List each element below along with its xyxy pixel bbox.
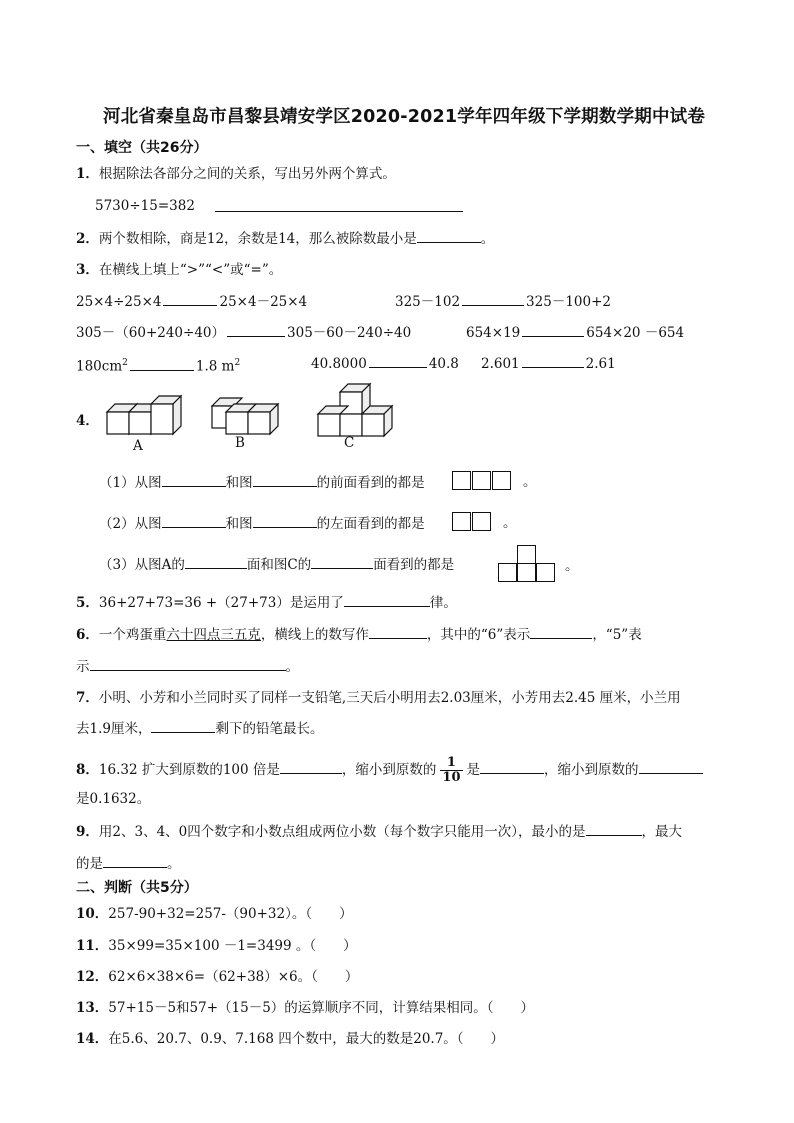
- q4-blank[interactable]: [162, 473, 226, 487]
- q9-blank[interactable]: [103, 854, 167, 868]
- page-title: 河北省秦皇岛市昌黎县靖安学区2020-2021学年四年级下学期数学期中试卷: [103, 107, 706, 127]
- question-8-line-2: 是0.1632。: [76, 791, 151, 807]
- grid-cell: [536, 563, 555, 582]
- q3-row-3-c: 2.601 2.61: [481, 356, 616, 372]
- q3-row-3-a: $180cm^2$ 1.8 $m^2$: [76, 358, 241, 375]
- q3-row-2-left: 305－（60+240÷40） 305－60－240÷40: [76, 325, 412, 341]
- question-5: 5．36+27+73=36 +（27+73）是运用了 律。: [76, 595, 457, 611]
- q3-blank[interactable]: [522, 323, 584, 337]
- question-7-line-2: 去1.9厘米， 剩下的铅笔最长。: [76, 721, 324, 737]
- q4-sub-3-end: 。: [565, 558, 579, 574]
- question-4: 4．: [76, 413, 99, 429]
- fraction-one-tenth: $\frac{1}{10}$: [442, 755, 461, 785]
- q7-answer-blank[interactable]: [151, 719, 215, 733]
- question-10: 10．257-90+32=257-（90+32）。（ ）: [76, 906, 353, 922]
- q8-blank[interactable]: [280, 760, 342, 774]
- q8-blank[interactable]: [639, 760, 703, 774]
- grid-cell: [517, 563, 536, 582]
- q2-answer-blank[interactable]: [417, 229, 481, 243]
- q4-blank[interactable]: [253, 514, 317, 528]
- grid-cell: [517, 545, 536, 564]
- q3-blank[interactable]: [227, 323, 285, 337]
- grid-cell: [472, 471, 491, 490]
- q4-blank[interactable]: [253, 473, 317, 487]
- q4-sub-1-end: 。: [523, 474, 537, 490]
- q4-sub-1: （1）从图 和图 的前面看到的都是: [99, 475, 425, 491]
- q6-blank[interactable]: [530, 625, 592, 639]
- q1-answer-blank[interactable]: [215, 198, 463, 212]
- q3-blank[interactable]: [163, 292, 217, 306]
- grid-cell: [472, 512, 491, 531]
- question-9: 9．用2、3、4、0四个数字和小数点组成两位小数（每个数字只能用一次），最小的是 ，最大: [76, 824, 683, 840]
- section-heading-fill: 一、填空（共26分）: [76, 140, 208, 156]
- grid-cell: [452, 512, 471, 531]
- grid-cell: [492, 471, 511, 490]
- q8-blank[interactable]: [480, 760, 544, 774]
- q6-blank[interactable]: [369, 625, 427, 639]
- q4-blank[interactable]: [185, 555, 247, 569]
- q4-sub-2: （2）从图 和图 的左面看到的都是: [99, 516, 425, 532]
- section-heading-judge: 二、判断（共5分）: [76, 880, 198, 896]
- q3-row-1-left: 25×4÷25×4 25×4－25×4: [76, 294, 308, 310]
- q3-blank[interactable]: [462, 292, 524, 306]
- q5-answer-blank[interactable]: [344, 593, 430, 607]
- figure-label-c: C: [344, 435, 355, 451]
- figure-label-a: A: [133, 438, 143, 454]
- q6-blank[interactable]: [90, 657, 286, 671]
- figure-a-cubes: [107, 396, 181, 434]
- question-12: 12．62×6×38×6=（62+38）×6。（ ）: [76, 969, 359, 985]
- q3-row-3-b: 40.8000 40.8: [311, 356, 459, 372]
- q4-blank[interactable]: [162, 514, 226, 528]
- q4-blank[interactable]: [311, 555, 373, 569]
- question-2: 2．两个数相除，商是12，余数是14，那么被除数最小是 。: [76, 231, 495, 247]
- q3-blank[interactable]: [130, 357, 194, 371]
- question-1: 1．根据除法各部分之间的关系，写出另外两个算式。: [76, 166, 396, 182]
- question-9-line-2: 的是 。: [76, 856, 181, 872]
- question-6: 6．一个鸡蛋重六十四点三五克，横线上的数写作 ，其中的“6”表示 ，“5”表: [76, 627, 642, 643]
- question-11: 11．35×99=35×100 －1=3499 。（ ）: [76, 938, 357, 954]
- q4-sub-3: （3）从图A的 面和图C的 面看到的都是: [99, 557, 455, 573]
- q3-row-1-right: 325－102 325－100+2: [395, 294, 611, 310]
- question-8: 8．16.32 扩大到原数的100 倍是 ，缩小到原数的 $\frac{1}{10}$ 是 ，缩小到原数的: [76, 756, 703, 785]
- cube-figures: [100, 382, 400, 454]
- q9-blank[interactable]: [586, 822, 642, 836]
- figure-b-cubes: [212, 398, 278, 434]
- question-6-line-2: 示 。: [76, 659, 299, 675]
- question-3: 3．在横线上填上“>”“<”或“=”。: [76, 262, 283, 278]
- question-14: 14．在5.6、20.7、0.9、7.168 四个数中，最大的数是20.7。（ ）: [76, 1031, 505, 1047]
- grid-cell: [498, 563, 517, 582]
- q3-row-2-right: 654×19 654×20 －654: [466, 325, 685, 341]
- question-13: 13．57+15－5和57+（15－5）的运算顺序不同，计算结果相同。（ ）: [76, 1000, 535, 1016]
- q3-blank[interactable]: [369, 354, 427, 368]
- q1-equation: 5730÷15=382: [95, 198, 195, 214]
- q3-blank[interactable]: [522, 354, 584, 368]
- question-7: 7．小明、小芳和小兰同时买了同样一支铅笔,三天后小明用去2.03厘米，小芳用去2.45 厘米，小兰用: [76, 690, 681, 706]
- grid-cell: [452, 471, 471, 490]
- figure-c-cubes: [318, 384, 392, 436]
- figure-label-b: B: [235, 435, 245, 451]
- q4-sub-2-end: 。: [503, 515, 517, 531]
